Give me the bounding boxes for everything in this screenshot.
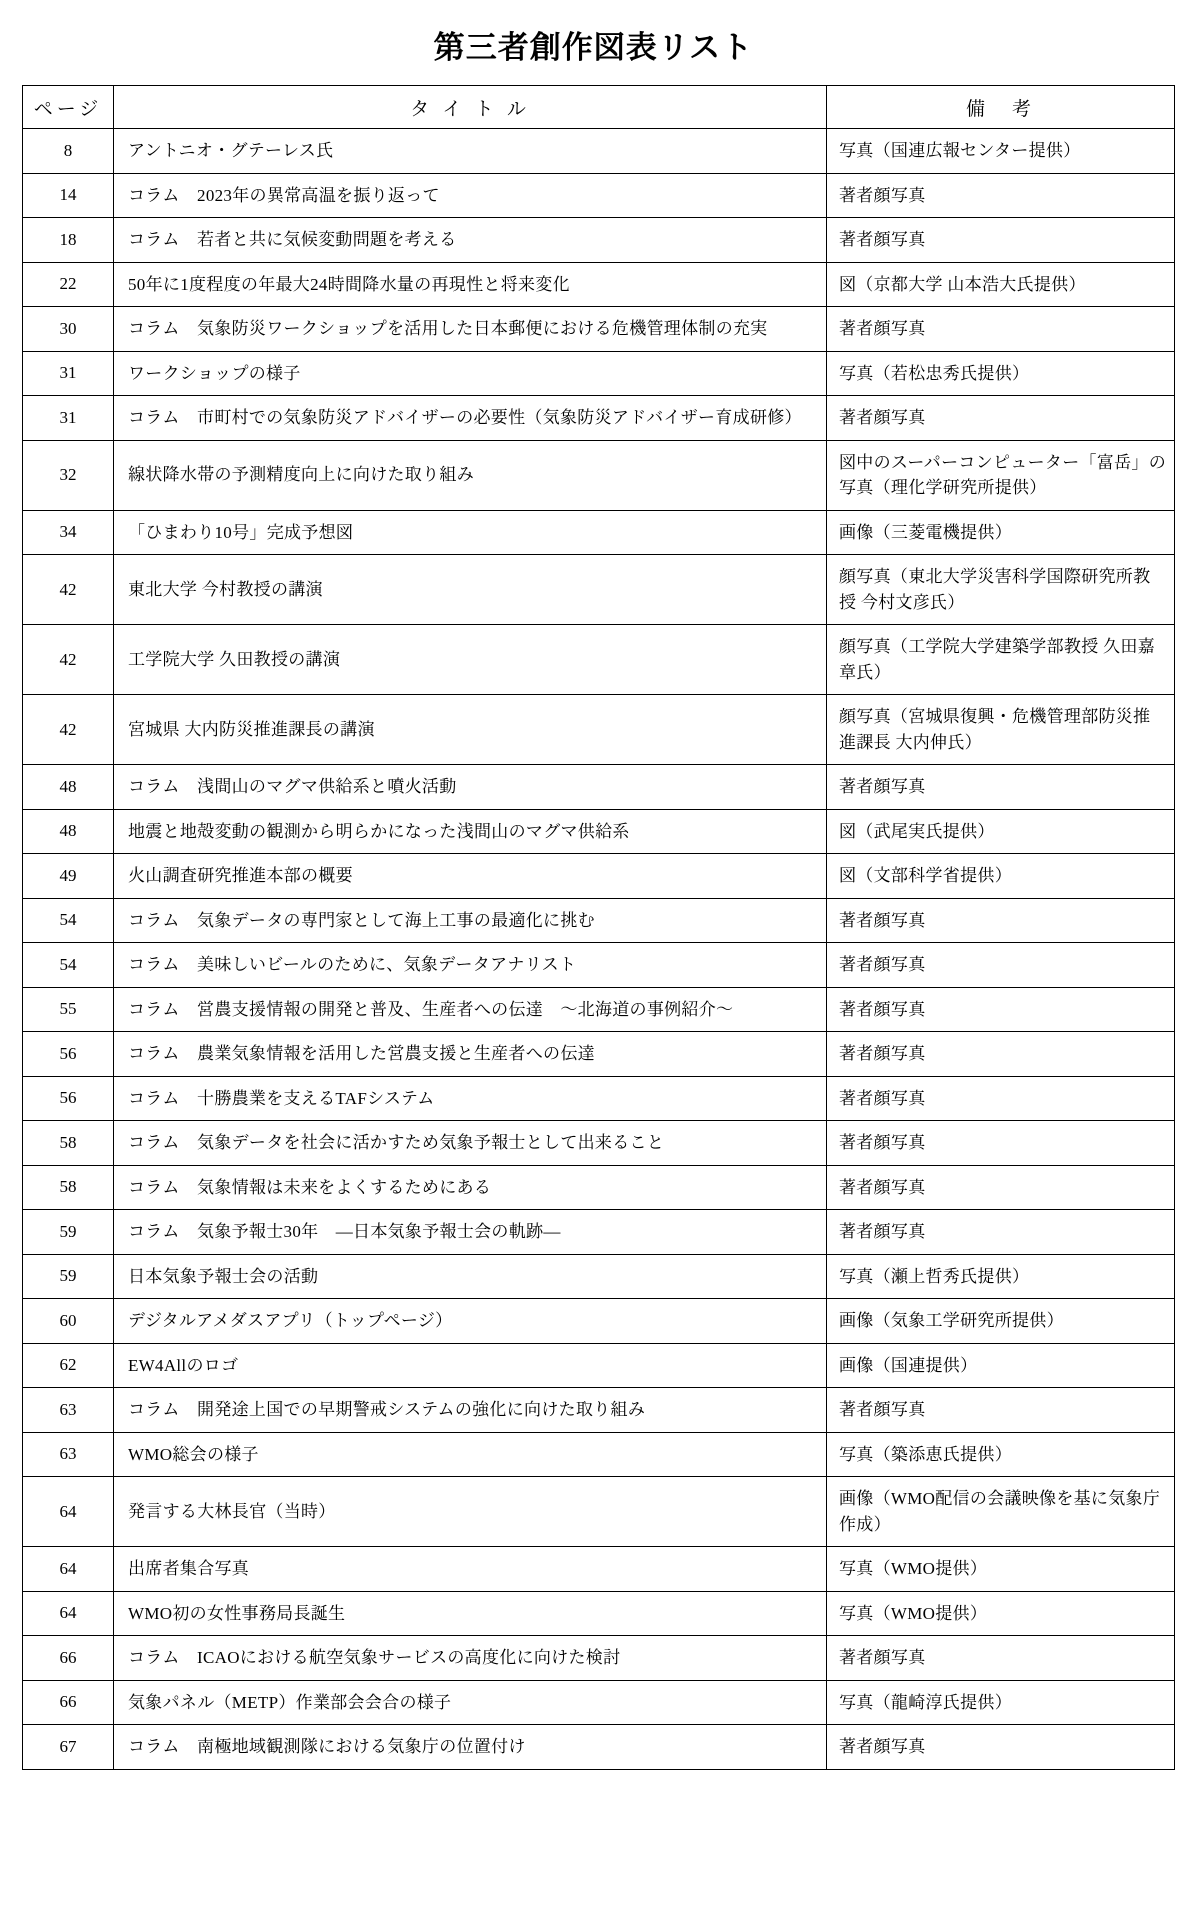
table-row [23,1343,1175,1388]
cell-title [114,351,827,396]
cell-title-text: WMO総会の様子 [128,1444,259,1464]
cell-title-text: 地震と地殻変動の観測から明らかになった浅間山のマグマ供給系 [128,821,630,841]
table-row [23,765,1175,810]
cell-title [114,510,827,555]
cell-note: 顔写真（宮城県復興・危機管理部防災推進課長 大内伸氏） [827,695,1175,765]
cell-page: 48 [23,809,114,854]
cell-page: 55 [23,987,114,1032]
cell-page: 58 [23,1165,114,1210]
cell-note: 顔写真（東北大学災害科学国際研究所教授 今村文彦氏） [827,555,1175,625]
column-header-title: タ イ ト ル [114,86,827,129]
cell-page: 56 [23,1032,114,1077]
cell-title-text: コラム 農業気象情報を活用した営農支援と生産者への伝達 [128,1044,595,1063]
cell-page: 32 [23,440,114,510]
cell-note: 著者顔写真 [827,1165,1175,1210]
cell-title [114,1432,827,1477]
cell-title [114,854,827,899]
cell-title [114,1343,827,1388]
cell-title [114,396,827,441]
cell-title [114,1388,827,1433]
cell-title [114,555,827,625]
cell-page: 60 [23,1299,114,1344]
cell-note: 写真（龍崎淳氏提供） [827,1680,1175,1725]
table-row [23,1032,1175,1077]
cell-note: 写真（若松忠秀氏提供） [827,351,1175,396]
cell-page: 14 [23,173,114,218]
table-row [23,262,1175,307]
cell-note: 著者顔写真 [827,765,1175,810]
table-row [23,1165,1175,1210]
cell-title-text: WMO初の女性事務局長誕生 [128,1603,346,1623]
cell-title-text: コラム 営農支援情報の開発と普及、生産者への伝達 ～北海道の事例紹介～ [128,999,734,1019]
cell-title [114,625,827,695]
table-row [23,1076,1175,1121]
cell-title [114,262,827,307]
cell-page: 56 [23,1076,114,1121]
cell-note: 写真（国連広報センター提供） [827,129,1175,174]
cell-title-text: EW4Allのロゴ [128,1355,239,1375]
cell-title-text: 日本気象予報士会の活動 [128,1266,319,1286]
cell-note: 図（京都大学 山本浩大氏提供） [827,262,1175,307]
table-row [23,307,1175,352]
cell-title-text: コラム 気象データの専門家として海上工事の最適化に挑む [128,910,595,930]
third-party-figures-table [22,85,1175,1770]
table-row [23,1388,1175,1433]
cell-title-text: コラム 気象防災ワークショップを活用した日本郵便における危機管理体制の充実 [128,319,768,338]
table-header [23,86,1175,129]
cell-note: 写真（瀬上哲秀氏提供） [827,1254,1175,1299]
cell-page: 63 [23,1432,114,1477]
cell-note: 画像（WMO配信の会議映像を基に気象庁作成） [827,1477,1175,1547]
cell-note: 写真（WMO提供） [827,1591,1175,1636]
cell-note: 著者顔写真 [827,1121,1175,1166]
table-row [23,1477,1175,1547]
cell-page: 64 [23,1547,114,1592]
table-row [23,351,1175,396]
cell-title-text: 工学院大学 久田教授の講演 [128,649,341,669]
table-row [23,1121,1175,1166]
table-row [23,1254,1175,1299]
column-header-page: ページ [23,86,114,129]
cell-page: 42 [23,555,114,625]
cell-page: 62 [23,1343,114,1388]
cell-page: 42 [23,625,114,695]
cell-title-text: コラム ICAOにおける航空気象サービスの高度化に向けた検討 [128,1648,621,1667]
cell-note: 著者顔写真 [827,1636,1175,1681]
cell-page: 31 [23,351,114,396]
cell-title [114,1210,827,1255]
column-header-note: 備 考 [827,86,1175,129]
cell-title [114,440,827,510]
cell-note: 顔写真（工学院大学建築学部教授 久田嘉章氏） [827,625,1175,695]
cell-title-text: デジタルアメダスアプリ（トップページ） [128,1311,453,1330]
cell-note: 写真（築添恵氏提供） [827,1432,1175,1477]
table-row [23,1636,1175,1681]
cell-title-text: コラム 美味しいビールのために、気象データアナリスト [128,955,577,974]
cell-title [114,898,827,943]
cell-title [114,1547,827,1592]
cell-title-text: 宮城県 大内防災推進課長の講演 [128,719,375,739]
cell-note: 画像（三菱電機提供） [827,510,1175,555]
table-row [23,555,1175,625]
table-row [23,695,1175,765]
cell-title [114,1032,827,1077]
cell-title [114,129,827,174]
cell-page: 66 [23,1636,114,1681]
table-row [23,440,1175,510]
cell-page: 59 [23,1210,114,1255]
cell-note: 著者顔写真 [827,1210,1175,1255]
cell-title [114,695,827,765]
table-row [23,173,1175,218]
cell-title-text: コラム 2023年の異常高温を振り返って [128,185,440,205]
cell-title [114,987,827,1032]
cell-title [114,1299,827,1344]
table-row [23,898,1175,943]
cell-page: 63 [23,1388,114,1433]
cell-title-text: コラム 市町村での気象防災アドバイザーの必要性（気象防災アドバイザー育成研修） [128,408,802,427]
cell-page: 59 [23,1254,114,1299]
cell-title [114,809,827,854]
cell-page: 48 [23,765,114,810]
cell-note: 著者顔写真 [827,987,1175,1032]
cell-note: 図中のスーパーコンピューター「富岳」の写真（理化学研究所提供） [827,440,1175,510]
cell-title-text: 東北大学 今村教授の講演 [128,579,323,599]
cell-note: 著者顔写真 [827,307,1175,352]
table-row [23,1680,1175,1725]
cell-title [114,1477,827,1547]
cell-page: 30 [23,307,114,352]
cell-note: 著者顔写真 [827,1032,1175,1077]
table-row [23,943,1175,988]
cell-title [114,1165,827,1210]
cell-title [114,1121,827,1166]
cell-page: 67 [23,1725,114,1770]
cell-title [114,943,827,988]
cell-title [114,1591,827,1636]
cell-page: 58 [23,1121,114,1166]
cell-title [114,1636,827,1681]
cell-title-text: 火山調査研究推進本部の概要 [128,866,353,885]
table-row [23,1591,1175,1636]
cell-title-text: コラム 気象データを社会に活かすため気象予報士として出来ること [128,1133,665,1152]
table-row [23,1547,1175,1592]
cell-page: 18 [23,218,114,263]
table-row [23,987,1175,1032]
table-row [23,625,1175,695]
cell-title [114,173,827,218]
cell-note: 著者顔写真 [827,218,1175,263]
cell-page: 22 [23,262,114,307]
cell-title-text: 「ひまわり10号」完成予想図 [128,522,354,542]
cell-title [114,1076,827,1121]
table-row [23,1210,1175,1255]
cell-title-text: コラム 十勝農業を支えるTAFシステム [128,1088,435,1108]
cell-title-text: コラム 気象情報は未来をよくするためにある [128,1177,492,1197]
cell-page: 54 [23,898,114,943]
cell-title-text: 気象パネル（METP）作業部会会合の様子 [128,1692,452,1712]
cell-title-text: アントニオ・グテーレス氏 [128,141,334,160]
cell-title [114,1725,827,1770]
cell-title [114,218,827,263]
cell-title [114,1254,827,1299]
cell-note: 著者顔写真 [827,1388,1175,1433]
cell-note: 著者顔写真 [827,1076,1175,1121]
cell-page: 34 [23,510,114,555]
cell-page: 49 [23,854,114,899]
cell-page: 42 [23,695,114,765]
cell-page: 54 [23,943,114,988]
cell-note: 画像（気象工学研究所提供） [827,1299,1175,1344]
cell-note: 著者顔写真 [827,173,1175,218]
cell-title-text: コラム 浅間山のマグマ供給系と噴火活動 [128,777,457,796]
cell-title [114,307,827,352]
table-row [23,1432,1175,1477]
table-row [23,510,1175,555]
cell-title [114,765,827,810]
cell-title-text: コラム 開発途上国での早期警戒システムの強化に向けた取り組み [128,1400,646,1419]
cell-note: 図（武尾実氏提供） [827,809,1175,854]
cell-note: 著者顔写真 [827,943,1175,988]
table-row [23,1299,1175,1344]
cell-title [114,1680,827,1725]
cell-page: 31 [23,396,114,441]
cell-note: 著者顔写真 [827,898,1175,943]
table-row [23,129,1175,174]
table-row [23,854,1175,899]
table-header-row [23,86,1175,129]
cell-page: 8 [23,129,114,174]
cell-note: 著者顔写真 [827,1725,1175,1770]
cell-page: 66 [23,1680,114,1725]
cell-note: 図（文部科学省提供） [827,854,1175,899]
cell-title-text: コラム 気象予報士30年 ―日本気象予報士会の軌跡― [128,1222,561,1241]
table-row [23,1725,1175,1770]
table-body [23,129,1175,1770]
cell-note: 画像（国連提供） [827,1343,1175,1388]
cell-title-text: 線状降水帯の予測精度向上に向けた取り組み [128,465,474,485]
cell-page: 64 [23,1477,114,1547]
table-row [23,218,1175,263]
table-row [23,396,1175,441]
table-row [23,809,1175,854]
cell-title-text: 50年に1度程度の年最大24時間降水量の再現性と将来変化 [128,274,570,294]
cell-title-text: 発言する大林長官（当時） [128,1501,336,1521]
cell-title-text: 出席者集合写真 [128,1559,250,1578]
cell-note: 著者顔写真 [827,396,1175,441]
cell-note: 写真（WMO提供） [827,1547,1175,1592]
page-title: 第三者創作図表リスト [433,30,754,65]
cell-title-text: コラム 南極地域観測隊における気象庁の位置付け [128,1737,526,1756]
cell-title-text: コラム 若者と共に気候変動問題を考える [128,230,457,249]
cell-page: 64 [23,1591,114,1636]
cell-title-text: ワークショップの様子 [128,363,301,383]
